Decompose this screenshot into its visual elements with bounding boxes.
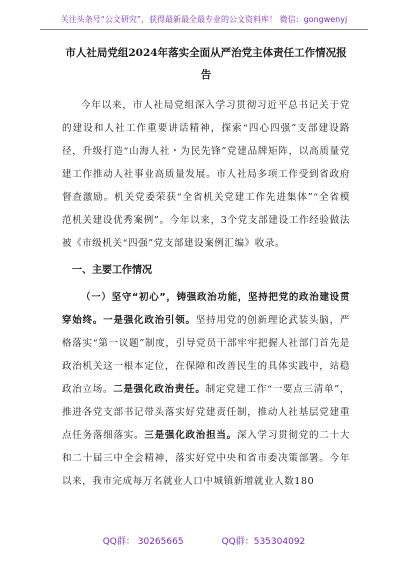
footer-qq-group-1: QQ群： 30265665 [102, 537, 184, 547]
subsection-heading: （一）坚守“初心”，铸强政治功能，坚持把党的政治建设贯穿始终。 [62, 292, 350, 326]
lead-phrase-1: 一是强化政治引领。 [103, 315, 196, 326]
body-text-1: 坚持用党的创新理论武装头脑，严格落实“第一议题”制度，引导党员干部牢牢把握人社部门首先是政治机关这一根本定位，在保障和改善民生的具体实践中，站稳政治立场。 [62, 315, 350, 395]
header-divider [40, 29, 368, 30]
document-title: 市人社局党组2024年落实全面从严治党主体责任工作情况报告 [65, 47, 347, 81]
subsection-paragraph [62, 286, 350, 493]
header-banner: 关注头条号“公文研究”，获得最新最全最专业的公文资料库！ 微信：gongwenyj [60, 15, 348, 24]
document-body [62, 42, 350, 493]
body-text-2: 制定党建工作“一要点三清单”，推进各党支部书记带头落实好党建责任制，推动人社基层党建重点任务落细落实。 [62, 384, 350, 441]
body-text-3: 深入学习贯彻党的二十大和二十届三中全会精神，落实好党中央和省市委决策部署。今年以来，我市完成每万名就业人口中城镇新增就业人数180 [62, 430, 350, 487]
footer-contacts [0, 534, 408, 547]
intro-paragraph: 今年以来，市人社局党组深入学习贯彻习近平总书记关于党的建设和人社工作重要讲话精神，探索“四心四强”支部建设路径，升级打造“山海人社・为民先锋”党建品牌矩阵，以高质量党建工作推动人社事业高质量发展。市人社局多项工作受到省政府督查激励。机关党委荣获“全省机关党建工作先进集体”“全省模范机关建设优秀案例”。今年以来，3个党支部建设工作经验做法被《市级机关“四强”党支部建设案例汇编》收录。 [62, 100, 350, 249]
lead-phrase-2: 二是强化政治责任。 [113, 384, 206, 395]
section-heading-main-work: 一、主要工作情况 [72, 265, 152, 276]
lead-phrase-3: 三是强化政治担当。 [144, 430, 237, 441]
footer-qq-group-2: QQ群：535304092 [221, 537, 306, 547]
